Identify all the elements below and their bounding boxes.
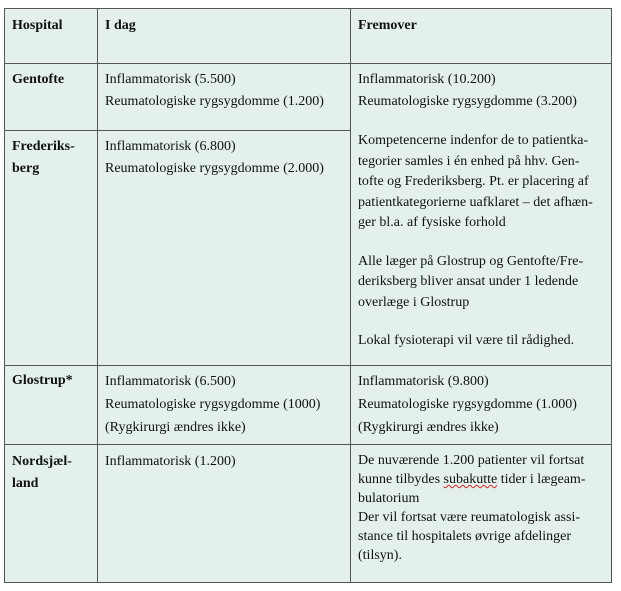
future-paragraph xyxy=(358,508,585,565)
text-line: Der vil fortsat være reumatologisk assi- xyxy=(358,510,581,525)
header-future: Fremover xyxy=(358,18,417,33)
future-frederiksberg xyxy=(358,131,593,352)
future-paragraph xyxy=(358,451,585,508)
text-line: stance til hospitalets øvrige afdelinger xyxy=(358,529,572,544)
today-line: (Rygkirurgi ændres ikke) xyxy=(105,420,246,435)
future-line: Reumatologiske rygsygdomme (3.200) xyxy=(358,93,577,109)
hospital-name-line: Frederiks- xyxy=(12,139,75,154)
text-line: Kompetencerne indenfor de to patientka- xyxy=(358,133,589,148)
today-line: Inflammatorisk (6.800) xyxy=(105,139,236,154)
future-line: Inflammatorisk (9.800) xyxy=(358,374,489,389)
hospital-name-line: berg xyxy=(12,160,40,176)
spellcheck-word: subakutte xyxy=(443,472,498,487)
future-paragraph: Lokal fysioterapi vil være til rådighed. xyxy=(358,333,575,348)
today-line: Inflammatorisk (1.200) xyxy=(105,454,236,469)
hospital-frederiksberg xyxy=(12,136,75,179)
today-line: Reumatologiske rygsygdomme (2.000) xyxy=(105,160,324,176)
today-frederiksberg xyxy=(105,136,324,179)
today-line: Reumatologiske rygsygdomme (1000) xyxy=(105,397,321,412)
future-line: Inflammatorisk (10.200) xyxy=(358,72,496,87)
hospital-nordsjaelland xyxy=(12,451,72,494)
text-line: (tilsyn). xyxy=(358,548,402,563)
today-line: Reumatologiske rygsygdomme (1.200) xyxy=(105,93,324,109)
text-line: Alle læger på Glostrup og Gentofte/Fre- xyxy=(358,253,584,269)
column-divider xyxy=(350,9,351,582)
today-gentofte xyxy=(105,69,324,112)
row-divider xyxy=(5,444,611,445)
text-fragment: kunne tilbydes xyxy=(358,472,444,487)
row-divider xyxy=(5,365,611,366)
text-line: tegorier samles i én enhed på hhv. Gen- xyxy=(358,153,580,169)
header-hospital: Hospital xyxy=(12,18,63,33)
future-paragraph xyxy=(358,131,593,234)
hospital-name-line: land xyxy=(12,475,39,491)
hospital-gentofte: Gentofte xyxy=(12,72,65,87)
column-divider xyxy=(97,9,98,582)
future-gentofte xyxy=(358,69,577,112)
today-line: Inflammatorisk (6.500) xyxy=(105,374,236,389)
text-line xyxy=(358,470,585,489)
today-nordsjaelland xyxy=(105,451,236,473)
future-nordsjaelland xyxy=(358,451,585,565)
text-line: patientkategorierne uafklaret – det afhæn- xyxy=(358,194,593,210)
text-line: deriksberg bliver ansat under 1 ledende xyxy=(358,274,579,289)
header-today: I dag xyxy=(105,18,136,33)
hospital-table xyxy=(4,8,612,583)
hospital-glostrup: Glostrup* xyxy=(12,373,73,388)
text-fragment: tider i lægeam- xyxy=(497,472,586,487)
future-paragraph xyxy=(358,252,593,314)
today-line: Inflammatorisk (5.500) xyxy=(105,72,236,87)
row-divider xyxy=(5,130,351,131)
row-divider xyxy=(5,63,611,64)
future-line: (Rygkirurgi ændres ikke) xyxy=(358,420,499,435)
today-glostrup xyxy=(105,370,320,439)
text-line: ger bl.a. af fysiske forhold xyxy=(358,215,506,230)
text-line: De nuværende 1.200 patienter vil fortsat xyxy=(358,453,585,468)
hospital-name-line: Nordsjæl- xyxy=(12,454,72,469)
future-line: Reumatologiske rygsygdomme (1.000) xyxy=(358,397,577,412)
future-glostrup xyxy=(358,370,577,439)
text-line: tofte og Frederiksberg. Pt. er placering af xyxy=(358,174,589,189)
text-line: bulatorium xyxy=(358,491,420,506)
text-line: overlæge i Glostrup xyxy=(358,294,470,310)
